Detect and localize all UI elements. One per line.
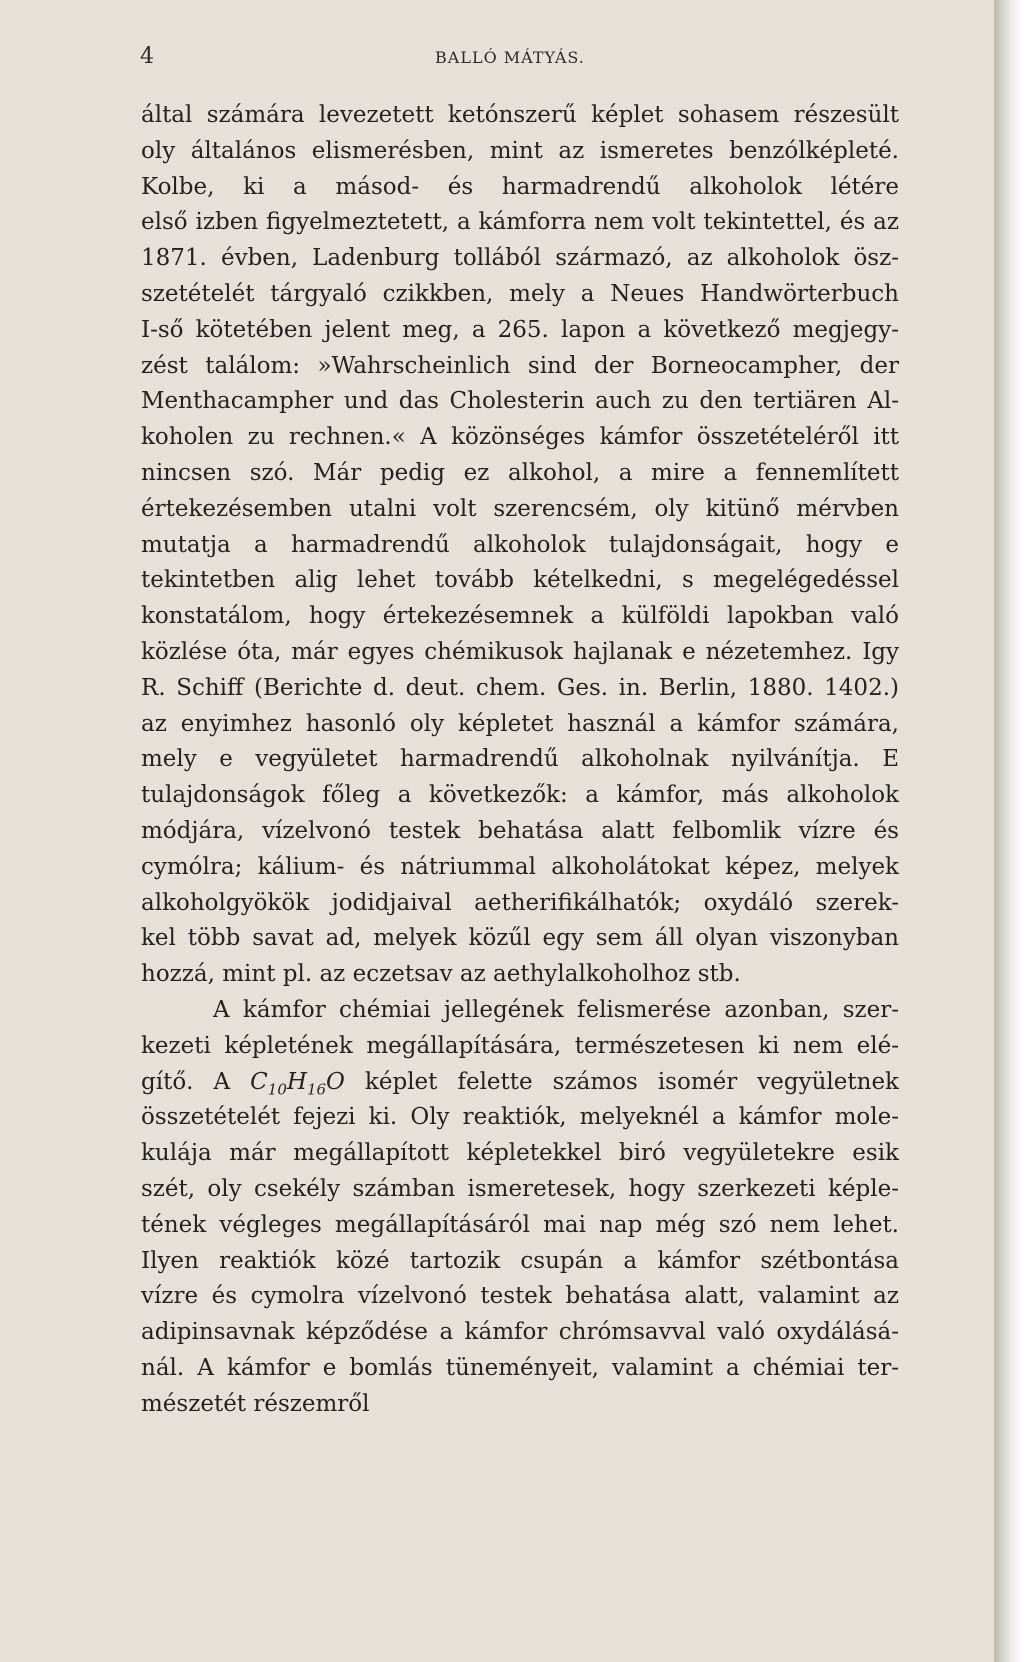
text-line: nincsen szó. Már pedig ez alkohol, a mire a fennemlített (141, 459, 899, 486)
text-line: által számára levezetett ketónszerű képlet sohasem részesült (141, 102, 899, 128)
text-line: szetételét tárgyaló czikkben, mely a Neues Handwörterbuch (141, 280, 899, 307)
text-line: az enyimhez hasonló oly képletet használ a kámfor számára, (141, 710, 899, 737)
text-line: szét, oly csekély számban ismeretesek, hogy szerkezeti képle- (141, 1175, 899, 1202)
text-line: Menthacampher und das Cholesterin auch zu den tertiären Al- (141, 388, 899, 415)
text-line: konstatálom, hogy értekezésemnek a külföldi lapokban való (141, 603, 899, 630)
text-line: I-ső kötetében jelent meg, a 265. lapon a következő megjegy- (141, 316, 899, 343)
formula-line (141, 1065, 899, 1101)
formula-carbon-count: 10 (267, 1080, 287, 1099)
formula-line-after: képlet felette számos isomér vegyületnek (344, 1068, 899, 1095)
text-line: alkoholgyökök jodidjaival aetherifikálhatók; oxydáló szerek- (141, 889, 899, 916)
page-number: 4 (140, 44, 154, 69)
text-line: összetételét fejezi ki. Oly reaktiók, melyeknél a kámfor mole- (141, 1104, 899, 1131)
text-line: tulajdonságok főleg a következők: a kámfor, más alkoholok (141, 782, 899, 809)
paragraph-start-line: A kámfor chémiai jellegének felismerése azonban, szer- (213, 996, 899, 1023)
text-line: nál. A kámfor e bomlás tüneményeit, valamint a chémiai ter- (141, 1354, 899, 1381)
body-text (141, 98, 899, 1422)
text-line: közlése óta, már egyes chémikusok hajlanak e nézetemhez. Igy (141, 638, 899, 665)
text-line: zést találom: »Wahrscheinlich sind der Borneocampher, der (141, 352, 899, 379)
running-head: BALLÓ MÁTYÁS. (435, 48, 585, 67)
text-line: értekezésemben utalni volt szerencsém, oly kitünő mérvben (141, 495, 899, 522)
text-line: adipinsavnak képződése a kámfor chrómsavval való oxydálásá- (141, 1319, 899, 1346)
formula-hydrogen: H (286, 1068, 307, 1095)
page-header (0, 44, 994, 74)
paragraph-end-line: hozzá, mint pl. az eczetsav az aethylalkoholhoz stb. (141, 961, 741, 988)
text-line: koholen zu rechnen.« A közönséges kámfor összetételéről itt (141, 424, 899, 451)
text-line: oly általános elismerésben, mint az ismeretes benzólképleté. (141, 137, 899, 164)
chemical-formula (250, 1068, 345, 1099)
formula-line-before: gítő. A (141, 1068, 251, 1095)
text-line: kel több savat ad, melyek közűl egy sem áll olyan viszonyban (141, 925, 899, 952)
text-line: tének végleges megállapításáról mai nap még szó nem lehet. (141, 1211, 899, 1238)
formula-hydrogen-count: 16 (306, 1080, 327, 1099)
text-line: Ilyen reaktiók közé tartozik csupán a kámfor szétbontása (141, 1247, 899, 1274)
text-line: vízre és cymolra vízelvonó testek behatása alatt, valamint az (141, 1283, 899, 1310)
page-edge (994, 0, 1024, 1662)
formula-carbon: C (250, 1068, 268, 1095)
text-line: R. Schiff (Berichte d. deut. chem. Ges. in. Berlin, 1880. 1402.) (141, 674, 899, 701)
text-line: 1871. évben, Ladenburg tollából származó, az alkoholok ösz- (141, 245, 899, 272)
text-line: kezeti képletének megállapítására, természetesen ki nem elé- (141, 1032, 899, 1059)
text-line: cymólra; kálium- és nátriummal alkoholátokat képez, melyek (141, 853, 899, 880)
text-line: módjára, vízelvonó testek behatása alatt felbomlik vízre és (141, 817, 899, 844)
text-line: kulája már megállapított képletekkel biró vegyületekre esik (141, 1140, 899, 1167)
text-line: Kolbe, ki a másod- és harmadrendű alkoholok létére (141, 173, 899, 200)
text-line: mely e vegyületet harmadrendű alkoholnak nyilvánítja. E (141, 746, 899, 773)
formula-oxygen: O (326, 1068, 345, 1095)
text-line: tekintetben alig lehet tovább kételkedni, s megelégedéssel (141, 567, 899, 594)
text-line: első izben figyelmeztetett, a kámforra nem volt tekintettel, és az (141, 209, 899, 236)
text-line: mutatja a harmadrendű alkoholok tulajdonságait, hogy e (141, 531, 899, 558)
text-line: mészetét részemről (141, 1390, 370, 1417)
